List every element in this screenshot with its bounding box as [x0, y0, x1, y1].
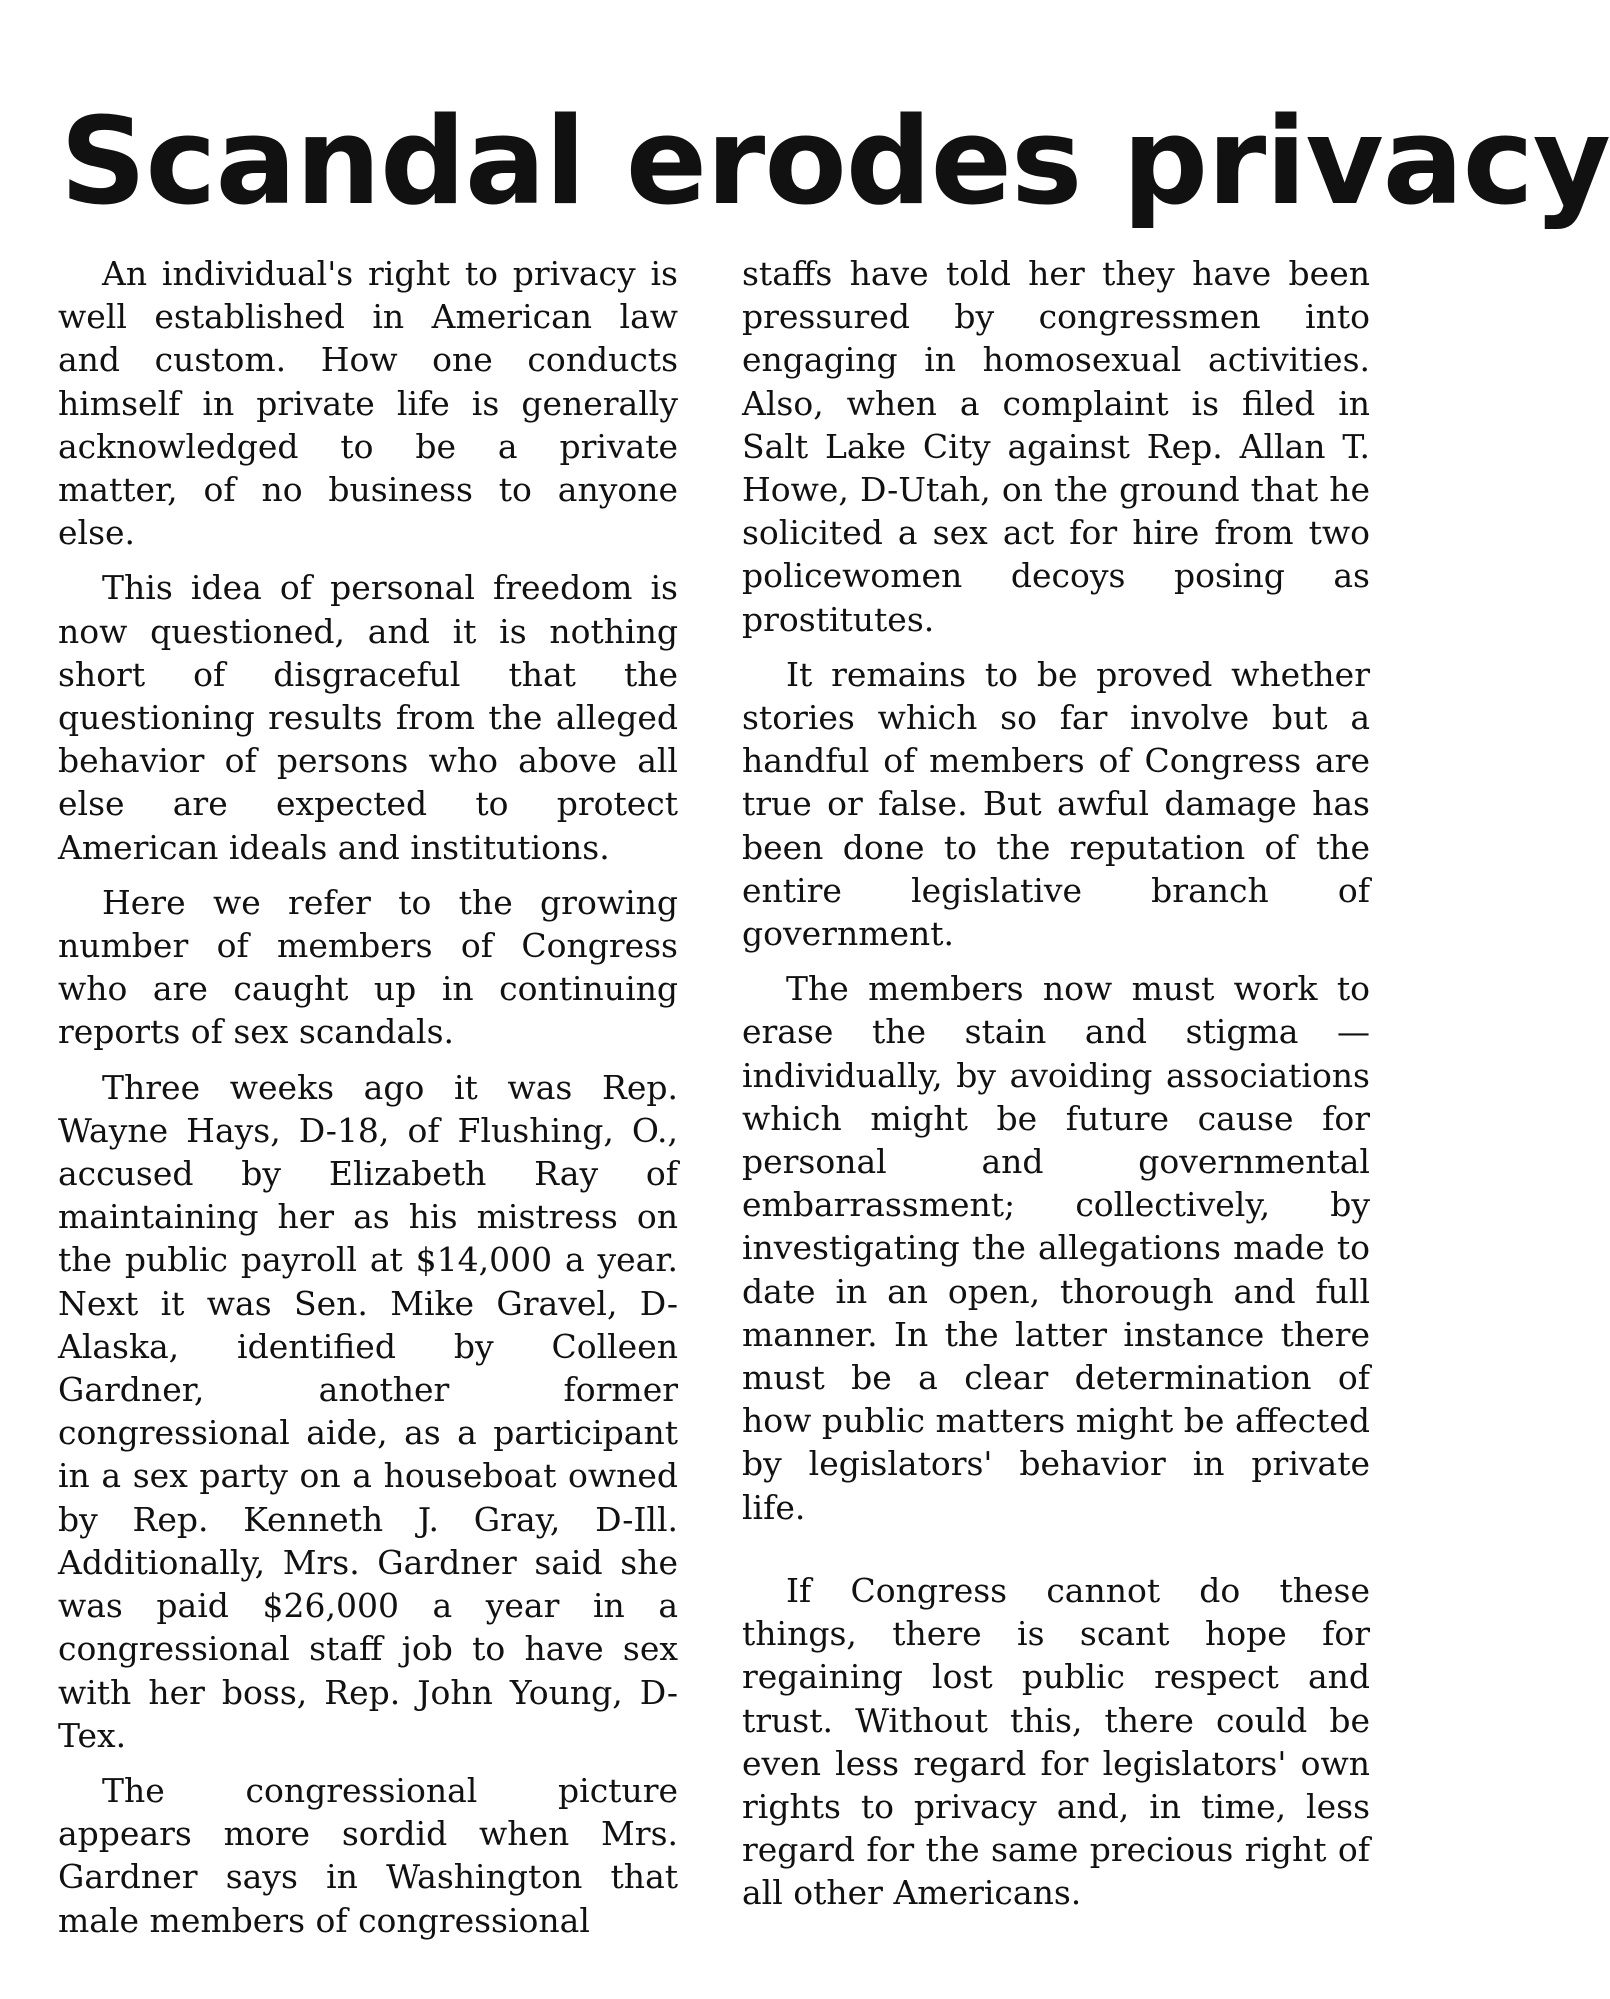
right-column: [742, 252, 1370, 1927]
paragraph: Here we refer to the growing number of members of Congress who are caught up in continuing reports of sex scandals.: [58, 882, 678, 1052]
paragraph-continued: staffs have told her they have been pressured by congressmen into engaging in homosexual activities. Also, when a complaint is filed in Salt Lake City against Rep. Allan T. Howe, D-Utah, on the ground that he solicited a sex act for hire from two policewomen decoys posing as prostitutes.: [742, 254, 1370, 639]
paragraph: The congressional picture appears more sordid when Mrs. Gardner says in Washington that male members of congressional: [58, 1770, 678, 1940]
left-column: [58, 252, 678, 1954]
paragraph: It remains to be proved whether stories which so far involve but a handful of members of Congress are true or false. But awful damage has been done to the reputation of the entire legislative branch of government.: [742, 654, 1370, 954]
paragraph: Three weeks ago it was Rep. Wayne Hays, D-18, of Flushing, O., accused by Elizabeth Ray of maintaining her as his mistress on the public payroll at $14,000 a year. Next it was Sen. Mike Gravel, D-Alaska, identified by Colleen Gardner, another former congressional aide, as a participant in a sex party on a houseboat owned by Rep. Kenneth J. Gray, D-Ill. Additionally, Mrs. Gardner said she was paid $26,000 a year in a congressional staff job to have sex with her boss, Rep. John Young, D-Tex.: [58, 1067, 678, 1755]
headline: Scandal erodes privacy: [60, 93, 1610, 232]
paragraph: The members now must work to erase the stain and stigma — individually, by avoiding associations which might be future cause for personal and governmental embarrassment; collectively, by investigating the allegations made to date in an open, thorough and full manner. In the latter instance there must be a clear determination of how public matters might be affected by legislators' behavior in private life.: [742, 969, 1370, 1527]
paragraph: If Congress cannot do these things, there is scant hope for regaining lost public respect and trust. Without this, there could be even less regard for legislators' own rights to privacy and, in time, less regard for the same precious right of all other Americans.: [742, 1570, 1370, 1913]
paragraph: This idea of personal freedom is now questioned, and it is nothing short of disgraceful that the questioning results from the alleged behavior of persons who above all else are expected to protect American ideals and institutions.: [58, 568, 678, 867]
paragraph: An individual's right to privacy is well established in American law and custom. How one conducts himself in private life is generally acknowledged to be a private matter, of no business to anyone else.: [58, 254, 678, 553]
